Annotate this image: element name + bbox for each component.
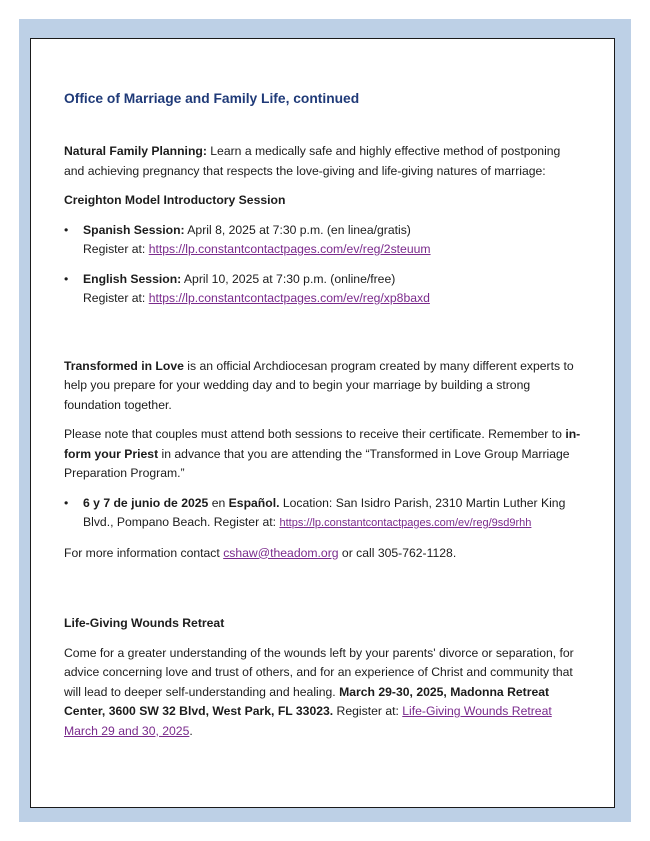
- session-label: Spanish Session:: [83, 222, 185, 237]
- session-details: April 10, 2025 at 7:30 p.m. (online/free): [181, 271, 396, 286]
- list-item-english-session: [64, 270, 584, 309]
- nfp-text: Learn a medically safe and highly effective method of postponing and achieving pregnancy that respects the love-giving and life-giving natures of marriage:: [64, 144, 561, 178]
- retreat-end: .: [189, 723, 193, 738]
- event-location: Location: San Isidro Parish, 2310 Martin Luther King Blvd., Pompano Beach. Register at:: [83, 495, 566, 529]
- page-frame: [19, 19, 631, 822]
- page-content: [64, 90, 584, 741]
- til-note-bold-2: form your Priest: [64, 446, 159, 461]
- creighton-heading: Creighton Model Introductory Session: [64, 193, 286, 207]
- event-date: 6 y 7 de junio de 2025: [83, 495, 209, 510]
- contact-suffix: or call 305-762-1128.: [338, 545, 457, 560]
- register-prefix: Register at:: [83, 291, 149, 305]
- retreat-link[interactable]: Life-Giving Wounds Retreat March 29 and 30, 2025: [64, 704, 552, 738]
- til-intro-text: is an official Archdiocesan program created by many different experts to help you prepare for your wedding day and to begin your marriage by building a strong foundation together.: [64, 358, 574, 412]
- session-list: [64, 221, 584, 309]
- list-item-til-event: [64, 494, 584, 534]
- til-intro: [64, 357, 584, 416]
- til-event-list: [64, 494, 584, 534]
- spanish-session-link[interactable]: https://lp.constantcontactpages.com/ev/reg/2steuum: [148, 242, 431, 256]
- bullet-icon: •: [64, 495, 69, 510]
- contact-prefix: For more information contact: [64, 545, 224, 560]
- til-event-link[interactable]: https://lp.constantcontactpages.com/ev/reg/9sd9rhh: [279, 517, 532, 529]
- contact-email-link[interactable]: cshaw@theadom.org: [223, 545, 339, 560]
- retreat-text: Come for a greater understanding of the wounds left by your parents' divorce or separation, for advice concerning love and trust of others, and for an experience of Christ and community that will lead to deeper self-understanding and healing.: [64, 645, 574, 699]
- event-language: Español.: [228, 495, 280, 510]
- nfp-lead: Natural Family Planning:: [64, 144, 207, 158]
- page-title: Office of Marriage and Family Life, continued: [64, 91, 360, 106]
- document-page: [30, 38, 615, 808]
- list-item-spanish-session: [64, 221, 584, 260]
- til-contact: [64, 544, 584, 564]
- event-mid: en: [208, 495, 229, 510]
- session-details: April 8, 2025 at 7:30 p.m. (en linea/gratis): [184, 222, 411, 237]
- retreat-register-prefix: Register at:: [333, 704, 403, 718]
- register-prefix: Register at:: [83, 242, 149, 256]
- retreat-details: March 29-30, 2025, Madonna Retreat Center, 3600 SW 32 Blvd, West Park, FL 33023.: [64, 684, 550, 718]
- session-label: English Session:: [83, 271, 182, 286]
- til-note-bold: in-: [565, 427, 581, 441]
- til-note-text-2: in advance that you are attending the “Transformed in Love Group Marriage Preparation Program.”: [64, 446, 570, 480]
- bullet-icon: •: [64, 222, 69, 237]
- retreat-heading: Life-Giving Wounds Retreat: [64, 616, 225, 630]
- retreat-paragraph: [64, 644, 584, 742]
- bullet-icon: •: [64, 271, 69, 286]
- til-note: [64, 425, 584, 484]
- english-session-link[interactable]: https://lp.constantcontactpages.com/ev/reg/xp8baxd: [148, 291, 430, 305]
- nfp-paragraph: [64, 142, 584, 181]
- til-name: Transformed in Love: [64, 358, 184, 373]
- til-note-text: Please note that couples must attend both sessions to receive their certificate. Remember to: [64, 427, 566, 441]
